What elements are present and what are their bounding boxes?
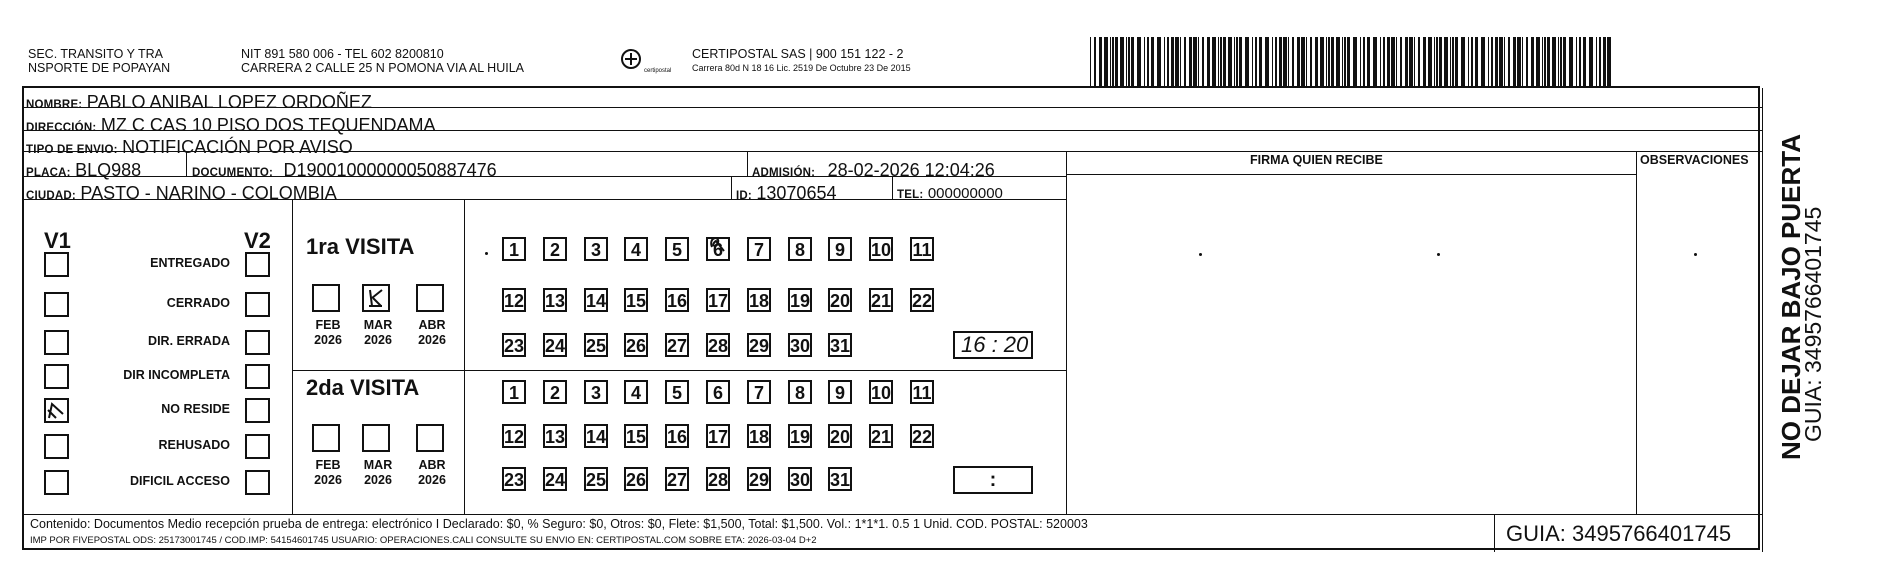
id-label: ID:	[736, 190, 752, 202]
second-visit-month-checkbox[interactable]	[362, 424, 390, 452]
option-label: CERRADO	[166, 296, 230, 310]
first-visit-day-box[interactable]: 5	[665, 237, 689, 261]
first-visit-day-box[interactable]: 17	[706, 288, 730, 312]
footer-guia: GUIA: 3495766401745	[1506, 521, 1732, 546]
second-visit-day-box[interactable]: 16	[665, 424, 689, 448]
v2-checkbox[interactable]	[245, 252, 270, 277]
placa-label: PLACA:	[26, 167, 71, 179]
ciudad-value: PASTO - NARINO - COLOMBIA	[80, 183, 337, 203]
ciudad-label: CIUDAD:	[26, 190, 76, 202]
tipo-value: NOTIFICACIÓN POR AVISO	[122, 137, 353, 157]
first-visit-day-box[interactable]: 11	[910, 237, 934, 261]
second-visit-day-box[interactable]: 15	[624, 424, 648, 448]
option-label: DIR INCOMPLETA	[123, 368, 230, 382]
admision-field	[752, 160, 995, 181]
admision-value: 28-02-2026 12:04:26	[827, 160, 995, 180]
tel-label: TEL:	[897, 189, 924, 201]
observaciones-header: OBSERVACIONES	[1640, 153, 1749, 167]
month-name: MAR	[363, 318, 393, 332]
first-visit-day-box[interactable]: 20	[828, 288, 852, 312]
footer-print-line: IMP POR FIVEPOSTAL ODS: 25173001745 / COD.IMP: 54154601745 USUARIO: OPERACIONES.CALI CONSULTE SU ENVIO EN: CERTIPOSTAL.COM SOBRE ETA: 2026-03-04 D+2	[30, 535, 817, 546]
carrier-line: CERTIPOSTAL SAS | 900 151 122 - 2	[692, 47, 904, 61]
month-year: 2026	[418, 473, 446, 487]
placa-row	[26, 160, 141, 181]
v2-checkbox[interactable]	[245, 434, 270, 459]
first-visit-day-box[interactable]: 24	[543, 333, 567, 357]
second-visit-day-box[interactable]: 27	[665, 467, 689, 491]
sender-line-2: NSPORTE DE POPAYAN	[28, 61, 171, 75]
second-visit-day-box[interactable]: 12	[502, 424, 526, 448]
second-visit-month-label	[356, 458, 400, 488]
first-visit-day-box[interactable]: 12	[502, 288, 526, 312]
option-label: REHUSADO	[158, 438, 230, 452]
second-visit-day-box[interactable]: 8	[788, 380, 812, 404]
second-visit-title: 2da VISITA	[306, 375, 420, 400]
second-visit-day-box[interactable]: 14	[584, 424, 608, 448]
first-visit-day-box[interactable]: 14	[584, 288, 608, 312]
first-visit-day-box[interactable]: 19	[788, 288, 812, 312]
first-visit-day-box[interactable]: 26	[624, 333, 648, 357]
second-visit-day-box[interactable]: 7	[747, 380, 771, 404]
second-visit-day-box[interactable]: 1	[502, 380, 526, 404]
sender-contact-block	[241, 47, 524, 75]
month-year: 2026	[314, 473, 342, 487]
second-visit-day-box[interactable]: 26	[624, 467, 648, 491]
nombre-value: PABLO ANIBAL LOPEZ ORDOÑEZ	[86, 92, 372, 112]
v2-checkbox[interactable]	[245, 330, 270, 355]
nombre-label: NOMBRE:	[26, 99, 83, 111]
v2-checkbox[interactable]	[245, 398, 270, 423]
first-visit-day-box[interactable]: 29	[747, 333, 771, 357]
second-visit-day-box[interactable]: 28	[706, 467, 730, 491]
first-visit-time-handwritten: 16 : 20	[961, 332, 1029, 357]
first-visit-day-box[interactable]: 6	[706, 237, 730, 261]
observations-dot	[1694, 253, 1697, 256]
second-visit-time-field[interactable]	[953, 466, 1033, 494]
first-visit-day-box[interactable]: 2	[543, 237, 567, 261]
v2-checkbox[interactable]	[245, 364, 270, 389]
first-visit-day-box[interactable]: 18	[747, 288, 771, 312]
month-year: 2026	[364, 473, 392, 487]
first-visit-day-box[interactable]: 25	[584, 333, 608, 357]
time-separator: :	[989, 469, 997, 491]
v1-checkbox[interactable]	[44, 364, 69, 389]
nit-line: NIT 891 580 006 - TEL 602 8200810	[241, 47, 444, 61]
first-visit-day-box[interactable]: 27	[665, 333, 689, 357]
second-visit-day-box[interactable]: 18	[747, 424, 771, 448]
first-visit-day-box[interactable]: 22	[910, 288, 934, 312]
month-name: MAR	[363, 458, 393, 472]
month-year: 2026	[418, 333, 446, 347]
sender-block	[28, 47, 170, 75]
second-visit-day-box[interactable]: 31	[828, 467, 852, 491]
carrier-license: Carrera 80d N 18 16 Lic. 2519 De Octubre 23 De 2015	[692, 63, 911, 73]
second-visit-day-box[interactable]: 6	[706, 380, 730, 404]
option-label: ENTREGADO	[150, 256, 230, 270]
tipo-label: TIPO DE ENVIO:	[26, 144, 118, 156]
v1-checkbox[interactable]	[44, 398, 69, 423]
month-name: FEB	[315, 458, 341, 472]
option-label: NO RESIDE	[161, 402, 230, 416]
first-visit-month-label	[306, 318, 350, 348]
firma-header: FIRMA QUIEN RECIBE	[1250, 153, 1383, 167]
scribble-mark-icon	[706, 233, 730, 257]
second-visit-day-box[interactable]: 19	[788, 424, 812, 448]
first-visit-month-label	[410, 318, 454, 348]
second-visit-day-box[interactable]: 17	[706, 424, 730, 448]
first-visit-day-box[interactable]: 16	[665, 288, 689, 312]
second-visit-day-box[interactable]: 20	[828, 424, 852, 448]
second-visit-day-box[interactable]: 13	[543, 424, 567, 448]
signature-dot	[1437, 253, 1440, 256]
month-name: FEB	[315, 318, 341, 332]
direccion-row	[26, 115, 436, 136]
first-visit-day-box[interactable]: 28	[706, 333, 730, 357]
v1-checkbox[interactable]	[44, 434, 69, 459]
direccion-label: DIRECCIÓN:	[26, 122, 97, 134]
documento-field	[192, 160, 497, 181]
address-line: CARRERA 2 CALLE 25 N POMONA VIA AL HUILA	[241, 61, 524, 75]
second-visit-day-box[interactable]: 2	[543, 380, 567, 404]
first-visit-day-box[interactable]: 13	[543, 288, 567, 312]
option-label: DIR. ERRADA	[148, 334, 230, 348]
month-name: ABR	[418, 318, 446, 332]
second-visit-day-box[interactable]: 10	[869, 380, 893, 404]
second-visit-month-checkbox[interactable]	[312, 424, 340, 452]
second-visit-day-box[interactable]: 4	[624, 380, 648, 404]
tipo-row	[26, 137, 353, 158]
first-visit-day-box[interactable]: 9	[828, 237, 852, 261]
second-visit-day-box[interactable]: 22	[910, 424, 934, 448]
second-visit-day-box[interactable]: 30	[788, 467, 812, 491]
month-year: 2026	[364, 333, 392, 347]
second-visit-day-box[interactable]: 5	[665, 380, 689, 404]
v1-checkbox[interactable]	[44, 252, 69, 277]
placa-value: BLQ988	[75, 160, 142, 180]
admision-label: ADMISIÓN:	[752, 167, 816, 179]
v2-checkbox[interactable]	[245, 292, 270, 317]
second-visit-day-box[interactable]: 9	[828, 380, 852, 404]
v2-label: V2	[244, 228, 271, 253]
first-visit-day-box[interactable]: 23	[502, 333, 526, 357]
v1-checkbox[interactable]	[44, 470, 69, 495]
second-visit-day-box[interactable]: 24	[543, 467, 567, 491]
id-field	[736, 183, 836, 204]
first-visit-day-box[interactable]: 15	[624, 288, 648, 312]
month-name: ABR	[418, 458, 446, 472]
first-visit-month-checkbox[interactable]	[362, 284, 390, 312]
carrier-logo-icon	[617, 47, 645, 75]
first-visit-day-box[interactable]: 1	[502, 237, 526, 261]
first-visit-day-box[interactable]: 31	[828, 333, 852, 357]
first-visit-month-checkbox[interactable]	[416, 284, 444, 312]
id-value: 13070654	[756, 183, 837, 203]
first-visit-month-checkbox[interactable]	[312, 284, 340, 312]
first-visit-day-box[interactable]: 7	[747, 237, 771, 261]
v1-label: V1	[44, 228, 71, 253]
second-visit-month-checkbox[interactable]	[416, 424, 444, 452]
second-visit-month-label	[306, 458, 350, 488]
second-visit-day-box[interactable]: 29	[747, 467, 771, 491]
logo-small-text: certipostal	[644, 68, 672, 74]
ciudad-row	[26, 183, 337, 204]
footer-content-line: Contenido: Documentos Medio recepción prueba de entrega: electrónico I Declarado: $0, % Seguro: $0, Otros: $0, Flete: $1,500, Total: $1,500. Vol.: 1*1*1. 0.5 1 Unid. COD. POSTAL: 520003	[30, 517, 1088, 531]
barcode-icon	[1090, 37, 1612, 87]
month-year: 2026	[314, 333, 342, 347]
documento-label: DOCUMENTO:	[192, 167, 274, 179]
nombre-row	[26, 92, 372, 113]
first-visit-title: 1ra VISITA	[306, 234, 415, 259]
v1-checkbox[interactable]	[44, 292, 69, 317]
second-visit-day-box[interactable]: 21	[869, 424, 893, 448]
first-visit-day-box[interactable]: 3	[584, 237, 608, 261]
second-visit-day-box[interactable]: 25	[584, 467, 608, 491]
first-visit-time-field[interactable]	[953, 331, 1033, 359]
first-visit-day-box[interactable]: 30	[788, 333, 812, 357]
first-visit-day-box[interactable]: 8	[788, 237, 812, 261]
v2-checkbox[interactable]	[245, 470, 270, 495]
second-visit-day-box[interactable]: 3	[584, 380, 608, 404]
first-visit-day-box[interactable]: 21	[869, 288, 893, 312]
tel-value: 000000000	[927, 185, 1003, 202]
tel-field	[897, 185, 1003, 203]
day-row-dot	[485, 252, 488, 255]
carrier-block	[692, 47, 911, 75]
second-visit-month-label	[410, 458, 454, 488]
second-visit-day-box[interactable]: 23	[502, 467, 526, 491]
first-visit-month-label	[356, 318, 400, 348]
option-label: DIFICIL ACCESO	[129, 474, 230, 488]
side-guia: GUIA: 3495766401745	[1800, 206, 1826, 442]
side-warning: NO DEJAR BAJO PUERTA	[1776, 133, 1806, 460]
documento-value: D19001000000050887476	[283, 160, 497, 180]
signature-dot	[1199, 253, 1202, 256]
direccion-value: MZ C CAS 10 PISO DOS TEQUENDAMA	[100, 115, 436, 135]
second-visit-day-box[interactable]: 11	[910, 380, 934, 404]
v1-checkbox[interactable]	[44, 330, 69, 355]
sender-line-1: SEC. TRANSITO Y TRA	[28, 47, 163, 61]
first-visit-day-box[interactable]: 4	[624, 237, 648, 261]
first-visit-day-box[interactable]: 10	[869, 237, 893, 261]
